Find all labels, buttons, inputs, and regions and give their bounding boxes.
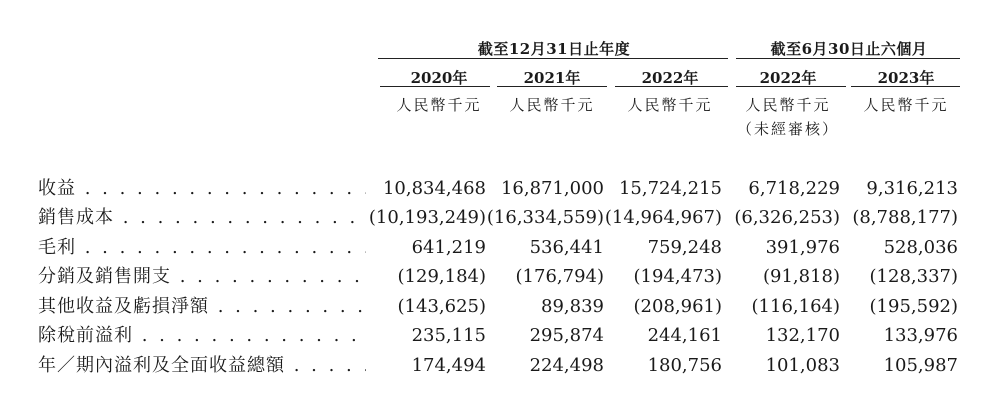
value-cell: 6,718,229 <box>748 178 840 199</box>
column-year-2020: 2020年 <box>410 69 468 87</box>
year-rule-2022 <box>615 86 728 87</box>
value-cell: (128,337) <box>869 266 958 287</box>
column-year-2023-interim: 2023年 <box>877 69 935 87</box>
header-group-annual: 截至12月31日止年度 <box>477 40 631 58</box>
row-label: 年／期內溢利及全面收益總額 . . . <box>38 353 366 379</box>
value-cell: 391,976 <box>765 237 840 258</box>
row-label: 分銷及銷售開支 . . . <box>38 264 366 290</box>
value-cell: (8,788,177) <box>852 207 958 228</box>
value-cell: (195,592) <box>869 296 958 317</box>
header-group-interim-rule <box>736 58 960 59</box>
value-cell: 133,976 <box>883 325 958 346</box>
value-cell: 244,161 <box>647 325 722 346</box>
value-cell: (194,473) <box>633 266 722 287</box>
header-group-interim: 截至6月30日止六個月 <box>770 40 928 58</box>
value-cell: 89,839 <box>541 296 604 317</box>
unit-label: 人民幣千元 <box>396 96 482 114</box>
unit-label: 人民幣千元 <box>745 96 831 114</box>
column-unit-2022 <box>611 93 729 117</box>
column-year-2022: 2022年 <box>641 69 699 87</box>
column-unit-2020 <box>380 93 498 117</box>
column-unit-2021 <box>493 93 611 117</box>
value-cell: (10,193,249) <box>368 207 486 228</box>
row-label: 毛利 . . . <box>38 235 366 261</box>
value-cell: 15,724,215 <box>618 178 722 199</box>
value-cell: 235,115 <box>411 325 486 346</box>
row-label: 除稅前溢利 . . . <box>38 323 366 349</box>
value-cell: (6,326,253) <box>734 207 840 228</box>
value-cell: 10,834,468 <box>382 178 486 199</box>
row-label: 收益 . . . <box>38 176 366 202</box>
value-cell: (91,818) <box>762 266 840 287</box>
value-cell: 295,874 <box>529 325 604 346</box>
value-cell: 16,871,000 <box>500 178 604 199</box>
table-row <box>0 294 994 320</box>
value-cell: (208,961) <box>633 296 722 317</box>
year-rule-2022-interim <box>736 86 846 87</box>
table-row <box>0 235 994 261</box>
value-cell: (129,184) <box>397 266 486 287</box>
value-cell: (16,334,559) <box>486 207 604 228</box>
unit-label: 人民幣千元 <box>509 96 595 114</box>
value-cell: 641,219 <box>411 237 486 258</box>
column-unit-2022-interim <box>729 93 847 141</box>
year-rule-2023-interim <box>851 86 960 87</box>
value-cell: 224,498 <box>529 355 604 376</box>
header-group-annual-rule <box>378 58 728 59</box>
value-cell: (14,964,967) <box>604 207 722 228</box>
table-row <box>0 264 994 290</box>
value-cell: 101,083 <box>765 355 840 376</box>
value-cell: (143,625) <box>397 296 486 317</box>
column-year-2022-interim: 2022年 <box>759 69 817 87</box>
value-cell: 9,316,213 <box>866 178 958 199</box>
unit-label: 人民幣千元 <box>627 96 713 114</box>
row-label: 其他收益及虧損淨額 . . . <box>38 294 366 320</box>
value-cell: 180,756 <box>647 355 722 376</box>
column-year-2021: 2021年 <box>523 69 581 87</box>
value-cell: (176,794) <box>515 266 604 287</box>
value-cell: 174,494 <box>411 355 486 376</box>
table-row <box>0 323 994 349</box>
row-label: 銷售成本 . . . <box>38 205 366 231</box>
value-cell: 528,036 <box>883 237 958 258</box>
value-cell: 105,987 <box>883 355 958 376</box>
unit-label: 人民幣千元 <box>863 96 949 114</box>
table-row <box>0 176 994 202</box>
table-row <box>0 205 994 231</box>
year-rule-2021 <box>497 86 607 87</box>
value-cell: 759,248 <box>647 237 722 258</box>
column-unit-2023-interim <box>847 93 965 117</box>
value-cell: 132,170 <box>765 325 840 346</box>
table-row <box>0 353 994 379</box>
unaudited-note: （未經審核） <box>736 120 839 138</box>
value-cell: 536,441 <box>529 237 604 258</box>
value-cell: (116,164) <box>751 296 840 317</box>
year-rule-2020 <box>380 86 490 87</box>
